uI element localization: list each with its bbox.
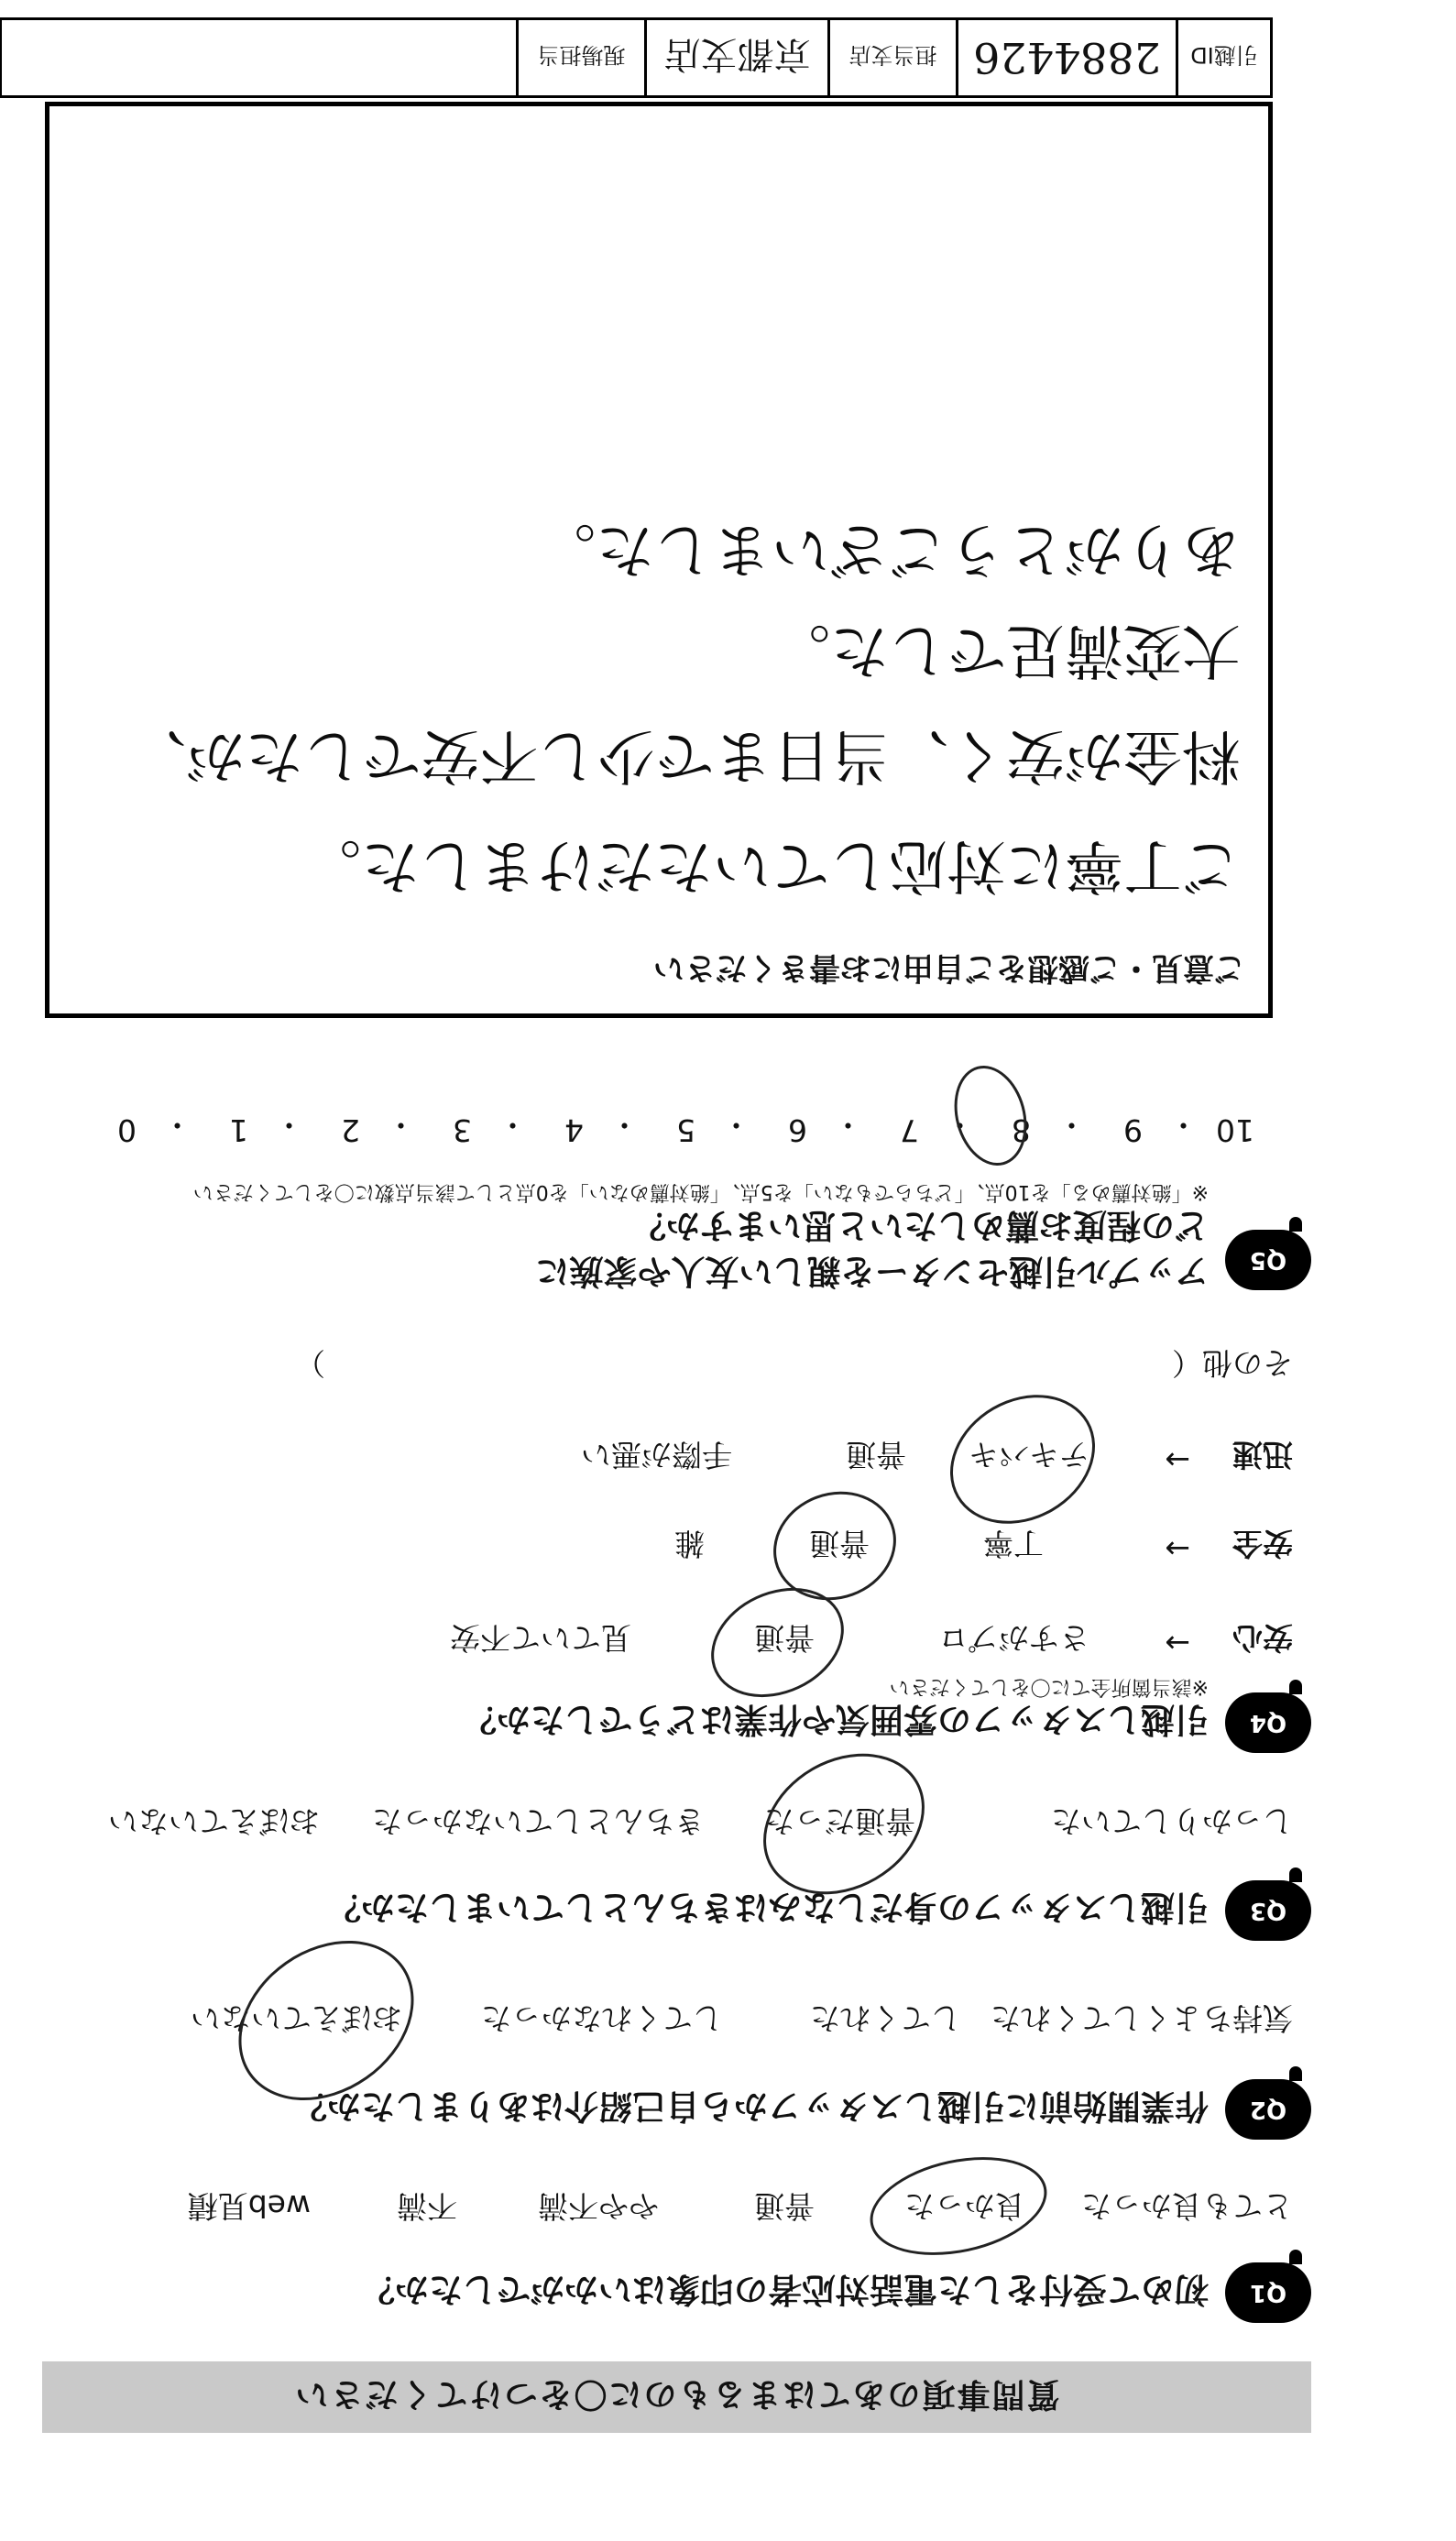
header-staff-field[interactable] bbox=[2, 20, 519, 95]
q1-option-0[interactable]: とても良かった bbox=[1081, 2188, 1293, 2224]
q5-scale-option-6[interactable]: 6 bbox=[788, 1112, 807, 1148]
q4-row-2-arrow: → bbox=[1165, 1442, 1190, 1478]
free-comment-line-4: ありがとうございました。 bbox=[537, 515, 1241, 583]
q1-option-3[interactable]: やや不満 bbox=[538, 2188, 659, 2224]
q5-scale bbox=[45, 1093, 1273, 1148]
q5-question-line1: アップル引越センターを親しい友人や家族に bbox=[535, 1252, 1209, 1291]
q5-scale-separator: ・ bbox=[721, 1107, 751, 1143]
q4-row-0-arrow: → bbox=[1165, 1626, 1190, 1661]
q4-row-0-label: 安心 bbox=[1232, 1620, 1293, 1656]
q1-option-4[interactable]: 不満 bbox=[397, 2188, 457, 2224]
q2-option-2[interactable]: してくれなかった bbox=[481, 2000, 723, 2036]
q5-scale-option-8[interactable]: 8 bbox=[1012, 1112, 1031, 1148]
q3-option-0[interactable]: しっかりしていた bbox=[1051, 1803, 1293, 1839]
q1-option-1[interactable]: 良かった bbox=[904, 2188, 1025, 2224]
q4-row-2-option-1[interactable]: 普通 bbox=[846, 1437, 906, 1473]
q5-scale-option-3[interactable]: 3 bbox=[453, 1112, 472, 1148]
q4-question: 引越しスタッフの雰囲気や作業はどうでしたか？ bbox=[463, 1700, 1209, 1739]
q5-scale-separator: ・ bbox=[945, 1107, 975, 1143]
q3-option-3[interactable]: おぼえていない bbox=[108, 1803, 320, 1839]
free-comment-box[interactable] bbox=[45, 102, 1273, 1018]
instruction-text: 質問事項のあてはまるものに〇をつけてください bbox=[293, 2375, 1060, 2414]
q5-scale-option-9[interactable]: 9 bbox=[1123, 1112, 1143, 1148]
q4-badge: Q4 bbox=[1225, 1692, 1311, 1753]
q4-other-field[interactable]: その他（ ） bbox=[295, 1345, 1293, 1381]
q1-selected-mark bbox=[861, 2142, 1056, 2271]
q1-badge: Q1 bbox=[1225, 2262, 1311, 2323]
q3-question: 引越しスタッフの身だしなみはきちんとしていましたか？ bbox=[327, 1888, 1209, 1927]
q5-scale-separator: ・ bbox=[498, 1107, 528, 1143]
header-info-table bbox=[0, 17, 1273, 98]
header-branch-value: 京都支店 bbox=[647, 20, 830, 95]
q2-option-3[interactable]: おぼえていない bbox=[191, 2000, 402, 2036]
header-id-value: 2884426 bbox=[958, 20, 1178, 95]
q1-option-2[interactable]: 普通 bbox=[754, 2188, 815, 2224]
q3-option-2[interactable]: きちんとしていなかった bbox=[372, 1803, 705, 1839]
q5-scale-option-2[interactable]: 2 bbox=[341, 1112, 360, 1148]
instruction-bar bbox=[42, 2361, 1311, 2433]
q4-row-1-arrow: → bbox=[1165, 1531, 1190, 1567]
free-comment-line-2: 料金が安く、当日まで少し不安でしたが、 bbox=[127, 721, 1241, 789]
q2-question: 作業開始前に引越しスタッフから自己紹介はありましたか？ bbox=[293, 2086, 1209, 2126]
q4-row-2-option-2[interactable]: 手際が悪い bbox=[581, 1437, 732, 1473]
q5-scale-separator: ・ bbox=[1056, 1107, 1087, 1143]
q5-scale-separator: ・ bbox=[609, 1107, 640, 1143]
q4-row-2-option-0[interactable]: テキパキ bbox=[969, 1437, 1089, 1473]
free-comment-heading: ご意見・ご感想をご自由にお書きください bbox=[653, 949, 1245, 986]
q5-scale-separator: ・ bbox=[833, 1107, 863, 1143]
header-id-label: 引越ID bbox=[1190, 42, 1258, 69]
q5-scale-option-0[interactable]: 0 bbox=[117, 1112, 137, 1148]
free-comment-line-1: ご丁寧に対応していただけました。 bbox=[302, 831, 1241, 899]
q5-scale-option-5[interactable]: 5 bbox=[676, 1112, 695, 1148]
q5-scale-option-1[interactable]: 1 bbox=[229, 1112, 248, 1148]
q5-question-line2: どの程度お薦めしたいと思いますか？ bbox=[632, 1206, 1209, 1245]
q4-row-0-option-1[interactable]: 普通 bbox=[754, 1620, 815, 1656]
q4-row-1-label: 安全 bbox=[1232, 1526, 1293, 1561]
q1-option-5[interactable]: web見積 bbox=[187, 2188, 311, 2224]
q4-row-2-label: 迅速 bbox=[1232, 1437, 1293, 1473]
q5-scale-separator: ・ bbox=[386, 1107, 416, 1143]
q4-row-0-option-0[interactable]: さすがプロ bbox=[938, 1620, 1089, 1656]
q3-option-1[interactable]: 普通だった bbox=[764, 1803, 915, 1839]
q5-note: ※「絶対薦める」を10点、「どちらでもない」を5点、「絶対薦めない」を0点として該当点数に〇をしてください bbox=[192, 1180, 1209, 1203]
q4-row-1-option-0[interactable]: 丁寧 bbox=[983, 1526, 1044, 1561]
q2-option-0[interactable]: 気持ちよくしてくれた bbox=[991, 2000, 1293, 2036]
q2-option-1[interactable]: してくれた bbox=[810, 2000, 961, 2036]
header-branch-label: 担当支店 bbox=[830, 20, 958, 95]
q5-scale-option-4[interactable]: 4 bbox=[564, 1112, 584, 1148]
q5-scale-option-10[interactable]: 10 bbox=[1216, 1112, 1254, 1148]
q5-badge: Q5 bbox=[1225, 1230, 1311, 1290]
q5-scale-separator: ・ bbox=[274, 1107, 304, 1143]
q2-badge: Q2 bbox=[1225, 2079, 1311, 2140]
q5-scale-option-7[interactable]: 7 bbox=[900, 1112, 919, 1148]
q4-row-1-option-2[interactable]: 雑 bbox=[674, 1526, 705, 1561]
q5-scale-separator: ・ bbox=[162, 1107, 192, 1143]
q1-question: 初めて受付をした電話対応者の印象はいかがでしたか？ bbox=[361, 2270, 1209, 2309]
q5-selected-mark bbox=[944, 1057, 1037, 1174]
free-comment-line-3: 大変満足でした。 bbox=[772, 616, 1241, 684]
header-staff-label: 現場担当 bbox=[519, 20, 647, 95]
q3-badge: Q3 bbox=[1225, 1880, 1311, 1941]
q5-scale-separator: ・ bbox=[1168, 1107, 1199, 1143]
q4-row-2-selected-mark bbox=[926, 1369, 1118, 1549]
q4-row-0-option-2[interactable]: 見ていて不安 bbox=[450, 1620, 631, 1656]
q4-note: ※該当箇所全てに〇をしてください bbox=[889, 1675, 1209, 1698]
q4-row-1-option-1[interactable]: 普通 bbox=[809, 1526, 870, 1561]
